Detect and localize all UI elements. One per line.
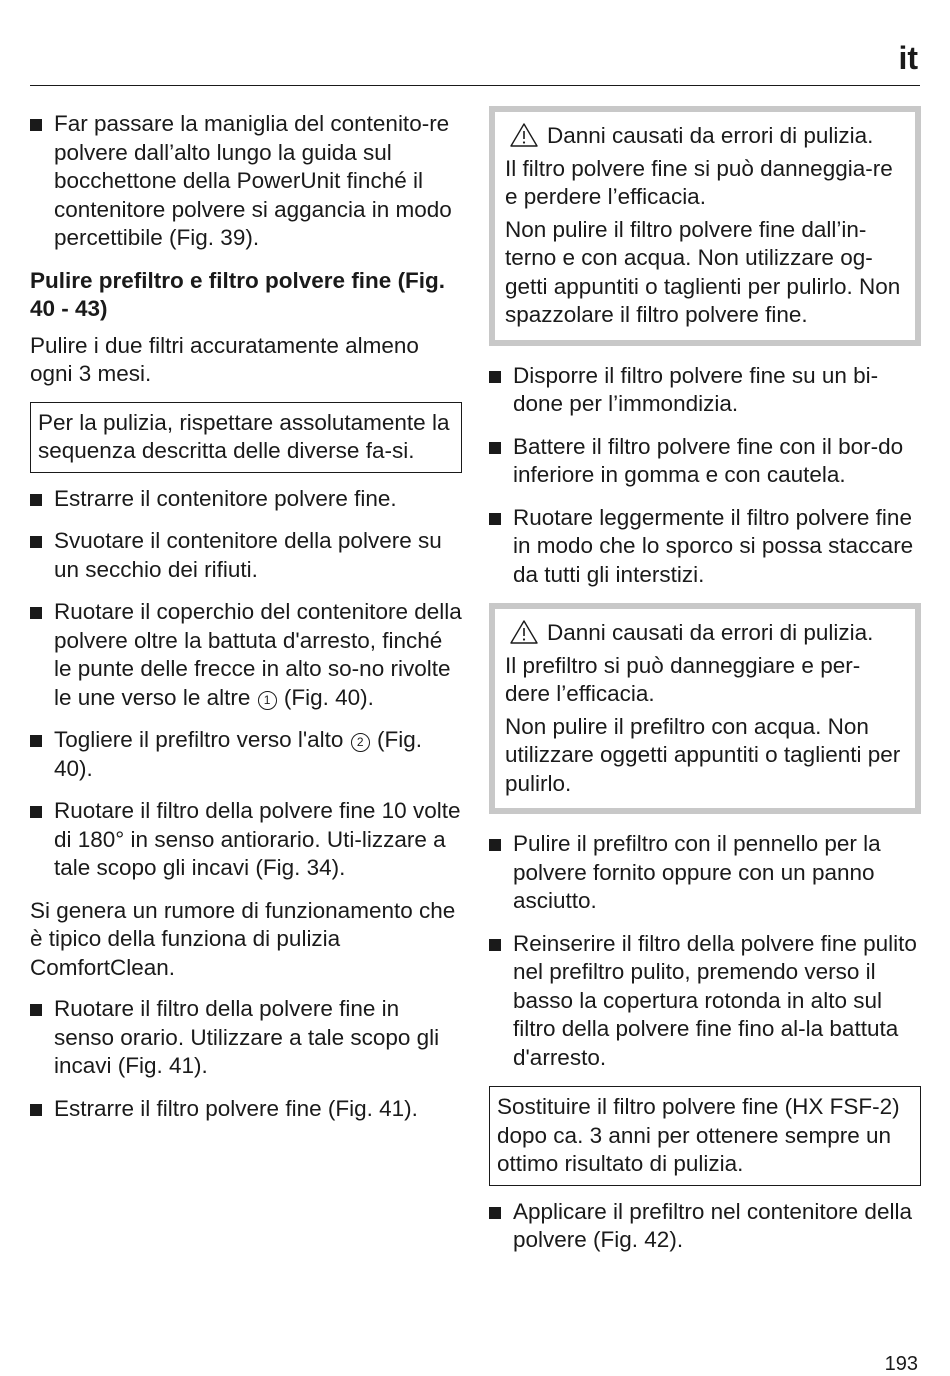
right-column: [489, 106, 921, 1269]
warning-title: Danni causati da errori di pulizia.: [547, 123, 874, 148]
list-item: [489, 830, 921, 916]
callout-number: 2: [351, 733, 370, 752]
warning-box: [489, 603, 921, 814]
list-item-text: Reinserire il filtro della polvere fine pulito nel prefiltro pulito, premendo verso il basso la copertura rotonda in alto sul filtro della polvere fine fino al-la battuta d'arresto.: [513, 930, 917, 1070]
list-item-text: Ruotare il filtro della polvere fine 10 volte di 180° in senso antiorario. Uti-lizzare a tale scopo gli incavi (Fig. 34).: [54, 798, 461, 880]
note-box: [30, 402, 462, 473]
warning-triangle-icon: [509, 619, 539, 645]
list-item-text: Far passare la maniglia del contenito-re polvere dall’alto lungo la guida sul bocchettone della PowerUnit finché il contenitore polvere si aggancia in modo percettibile (Fig. 39).: [54, 111, 452, 250]
list-item: [30, 726, 462, 783]
list-item: [489, 1198, 921, 1255]
list-item-text: Ruotare il filtro della polvere fine in senso orario. Utilizzare a tale scopo gli incavi (Fig. 41).: [54, 996, 440, 1078]
header-rule: [30, 85, 920, 86]
list-item: [30, 598, 462, 712]
list-item-text: Ruotare il coperchio del contenitore della polvere oltre la battuta d'arresto, finché le punte delle frecce in alto so-no rivolte le une verso le altre: [54, 599, 462, 710]
list-item-text: Disporre il filtro polvere fine su un bi-done per l’immondizia.: [513, 362, 879, 416]
list-item: [489, 930, 921, 1073]
bullet-square-icon: [30, 806, 42, 818]
list-item-text: Pulire il prefiltro con il pennello per la polvere fornito oppure con un panno asciutto.: [513, 831, 881, 913]
list-item-tail: (Fig. 40).: [54, 727, 422, 781]
list-item-text: Battere il filtro polvere fine con il bor-do inferiore in gomma e con cautela.: [513, 433, 904, 487]
page-number: 193: [884, 1353, 918, 1375]
bullet-square-icon: [30, 1004, 42, 1016]
warning-text: Il prefiltro si può danneggiare e per-dere l’efficacia.: [505, 652, 861, 706]
callout-number: 1: [258, 691, 277, 710]
section-heading: Pulire prefiltro e filtro polvere fine (Fig. 40 - 43): [30, 267, 446, 321]
paragraph: Pulire i due filtri accuratamente almeno ogni 3 mesi.: [30, 332, 419, 386]
paragraph: Si genera un rumore di funzionamento che è tipico della funziona di pulizia ComfortClean.: [30, 897, 456, 980]
bullet-square-icon: [30, 1104, 42, 1116]
bullet-square-icon: [30, 119, 42, 131]
list-item: [30, 527, 462, 584]
list-item-text: Svuotare il contenitore della polvere su un secchio dei rifiuti.: [54, 528, 442, 582]
list-item-text: Estrarre il contenitore polvere fine.: [54, 485, 397, 511]
list-item-text: Estrarre il filtro polvere fine (Fig. 41).: [54, 1095, 418, 1121]
bullet-square-icon: [489, 839, 501, 851]
list-item-text: Togliere il prefiltro verso l'alto: [54, 727, 344, 752]
list-item: [30, 797, 462, 883]
left-column: [30, 110, 462, 1137]
warning-text: Il filtro polvere fine si può danneggia-re e perdere l’efficacia.: [505, 155, 893, 209]
list-item: [30, 485, 462, 514]
list-item-text: Applicare il prefiltro nel contenitore della polvere (Fig. 42).: [513, 1198, 912, 1252]
note-box: [489, 1086, 921, 1186]
warning-text: Non pulire il prefiltro con acqua. Non utilizzare oggetti appuntiti o taglienti per pulirlo.: [505, 713, 901, 796]
list-item-text: Ruotare leggermente il filtro polvere fine in modo che lo sporco si possa staccare da tutti gli interstizi.: [513, 504, 914, 587]
bullet-square-icon: [489, 371, 501, 383]
bullet-square-icon: [30, 536, 42, 548]
warning-title: Danni causati da errori di pulizia.: [547, 620, 874, 645]
note-text: Per la pulizia, rispettare assolutamente la sequenza descritta delle diverse fa-si.: [38, 409, 450, 463]
list-item: [489, 362, 921, 419]
warning-text: Non pulire il filtro polvere fine dall’in-terno e con acqua. Non utilizzare og-getti appuntiti o taglienti per pulirlo. Non spazzolare il filtro polvere fine.: [505, 216, 901, 327]
bullet-square-icon: [489, 513, 501, 525]
list-item-tail: (Fig. 40).: [283, 684, 374, 710]
list-item: [489, 504, 921, 590]
bullet-square-icon: [489, 442, 501, 454]
bullet-square-icon: [30, 607, 42, 619]
language-code: it: [898, 40, 918, 76]
bullet-square-icon: [30, 735, 42, 747]
list-item: [30, 995, 462, 1081]
bullet-square-icon: [30, 494, 42, 506]
list-item: [489, 433, 921, 490]
list-item: [30, 1095, 462, 1124]
bullet-square-icon: [489, 1207, 501, 1219]
note-text: Sostituire il filtro polvere fine (HX FSF-2) dopo ca. 3 anni per ottenere sempre un ottimo risultato di pulizia.: [497, 1094, 900, 1176]
list-item: [30, 110, 462, 253]
warning-box: [489, 106, 921, 346]
bullet-square-icon: [489, 939, 501, 951]
warning-triangle-icon: [509, 122, 539, 148]
